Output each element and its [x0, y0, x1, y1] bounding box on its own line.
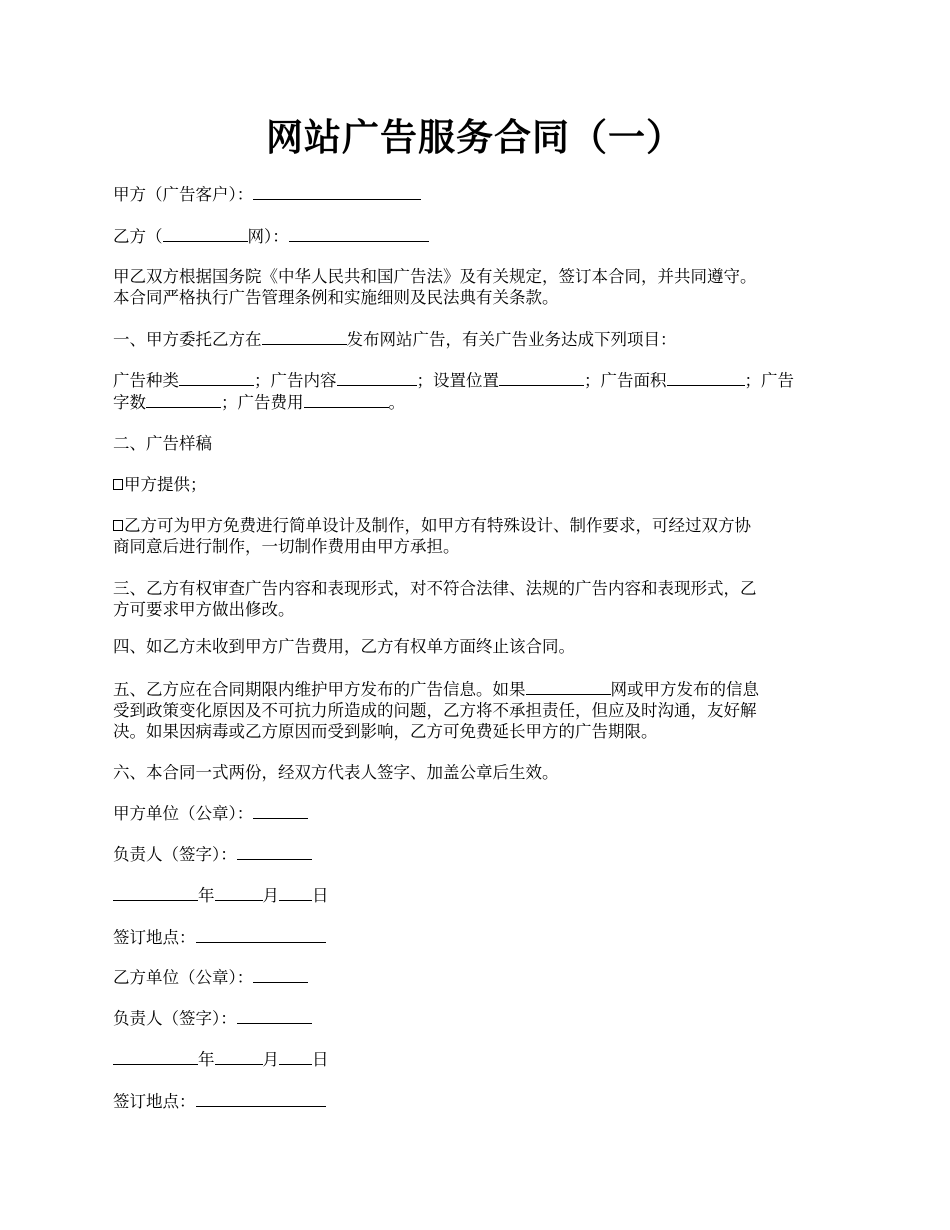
intro-line-1: 甲乙双方根据国务院《中华人民共和国广告法》及有关规定，签订本合同，并共同遵守。 — [113, 267, 757, 286]
blank-party-b-seal[interactable] — [253, 966, 308, 983]
ad-position-label: ；设置位置 — [416, 371, 499, 390]
blank-party-b-signature[interactable] — [237, 1007, 312, 1024]
blank-party-a-signature[interactable] — [237, 843, 312, 860]
checkbox-party-a-provides[interactable] — [113, 479, 123, 490]
option-2 — [113, 515, 840, 557]
section-5-line-1 — [113, 678, 840, 700]
section-1-end: 发布网站广告，有关广告业务达成下列项目： — [346, 330, 677, 349]
blank-party-a-month[interactable] — [215, 884, 263, 901]
section-5-line-2: 受到政策变化原因及不可抗力所造成的问题，乙方将不承担责任，但应及时沟通，友好解 — [113, 701, 757, 720]
party-a-place-label: 签订地点： — [113, 928, 196, 947]
section-5 — [113, 678, 840, 742]
blank-party-b-day[interactable] — [279, 1048, 312, 1065]
section-3-line-2: 方可要求甲方做出修改。 — [113, 600, 295, 619]
year-label: 年 — [198, 886, 215, 905]
ad-items-line-1 — [113, 369, 840, 391]
section-6: 六、本合同一式两份，经双方代表人签字、加盖公章后生效。 — [113, 763, 559, 782]
party-b-person-label: 负责人（签字）： — [113, 1009, 237, 1028]
party-a-person-line — [113, 843, 840, 865]
ad-wordcount-label-start: ；广告 — [744, 371, 794, 390]
section-1-start: 一、甲方委托乙方在 — [113, 330, 262, 349]
ad-content-label: ；广告内容 — [254, 371, 337, 390]
ad-items-period: 。 — [388, 393, 405, 412]
document-title: 网站广告服务合同（一） — [266, 115, 684, 159]
blank-party-b-place[interactable] — [196, 1090, 326, 1107]
blank-ad-content[interactable] — [337, 369, 417, 386]
party-b-line — [113, 225, 840, 247]
party-b-date-line — [113, 1048, 840, 1070]
ad-fee-label: ；广告费用 — [221, 393, 304, 412]
party-b-label-mid: 网）： — [247, 227, 289, 246]
option-2-line-2: 商同意后进行制作，一切制作费用由甲方承担。 — [113, 537, 460, 556]
option-1-text: 甲方提供； — [124, 475, 207, 494]
blank-publish-site[interactable] — [262, 328, 347, 345]
blank-website[interactable] — [163, 225, 248, 242]
option-1 — [113, 474, 840, 495]
party-a-date-line — [113, 884, 840, 906]
ad-wordcount-label-end: 字数 — [113, 393, 146, 412]
option-2-line-1 — [113, 515, 840, 536]
blank-party-a[interactable] — [253, 183, 421, 200]
blank-ad-fee[interactable] — [304, 391, 389, 408]
party-b-label-start: 乙方（ — [113, 227, 163, 246]
party-a-label: 甲方（广告客户）： — [113, 185, 254, 204]
section-5-line-3: 决。如果因病毒或乙方原因而受到影响，乙方可免费延长甲方的广告期限。 — [113, 722, 658, 741]
blank-party-a-day[interactable] — [279, 884, 312, 901]
party-b-person-line — [113, 1007, 840, 1029]
month-label: 月 — [262, 886, 279, 905]
ad-type-label: 广告种类 — [113, 371, 179, 390]
party-a-unit-label: 甲方单位（公章）： — [113, 804, 254, 823]
section-1 — [113, 328, 840, 350]
blank-website-2[interactable] — [526, 678, 611, 695]
party-a-line — [113, 183, 840, 205]
party-b-unit-line — [113, 966, 840, 988]
party-a-place-line — [113, 926, 840, 948]
ad-area-label: ；广告面积 — [584, 371, 667, 390]
day-label: 日 — [312, 886, 329, 905]
section-5-line-1-end: 网或甲方发布的信息 — [610, 680, 759, 699]
option-2-text-1: 乙方可为甲方免费进行简单设计及制作，如甲方有特殊设计、制作要求，可经过双方协 — [124, 516, 751, 535]
party-a-unit-line — [113, 802, 840, 824]
section-3 — [113, 578, 840, 620]
blank-party-a-place[interactable] — [196, 926, 326, 943]
party-a-person-label: 负责人（签字）： — [113, 845, 237, 864]
section-2-heading: 二、广告样稿 — [113, 434, 212, 453]
month-label: 月 — [262, 1050, 279, 1069]
year-label: 年 — [198, 1050, 215, 1069]
section-3-line-1: 三、乙方有权审查广告内容和表现形式，对不符合法律、法规的广告内容和表现形式，乙 — [113, 579, 757, 598]
blank-party-a-year[interactable] — [113, 884, 198, 901]
blank-ad-type[interactable] — [179, 369, 254, 386]
blank-party-b[interactable] — [289, 225, 429, 242]
blank-party-b-year[interactable] — [113, 1048, 198, 1065]
day-label: 日 — [312, 1050, 329, 1069]
blank-party-a-seal[interactable] — [253, 802, 308, 819]
section-4: 四、如乙方未收到甲方广告费用，乙方有权单方面终止该合同。 — [113, 637, 575, 656]
section-5-line-1-start: 五、乙方应在合同期限内维护甲方发布的广告信息。如果 — [113, 680, 526, 699]
party-b-place-label: 签订地点： — [113, 1092, 196, 1111]
checkbox-party-b-designs[interactable] — [113, 520, 123, 531]
intro-line-2: 本合同严格执行广告管理条例和实施细则及民法典有关条款。 — [113, 288, 559, 307]
blank-party-b-month[interactable] — [215, 1048, 263, 1065]
blank-ad-position[interactable] — [499, 369, 584, 386]
ad-items-line-2 — [113, 391, 840, 413]
blank-ad-area[interactable] — [667, 369, 745, 386]
blank-ad-wordcount[interactable] — [146, 391, 221, 408]
party-b-unit-label: 乙方单位（公章）： — [113, 968, 254, 987]
intro-paragraph — [113, 266, 840, 308]
ad-items-paragraph — [113, 369, 840, 413]
party-b-place-line — [113, 1090, 840, 1112]
